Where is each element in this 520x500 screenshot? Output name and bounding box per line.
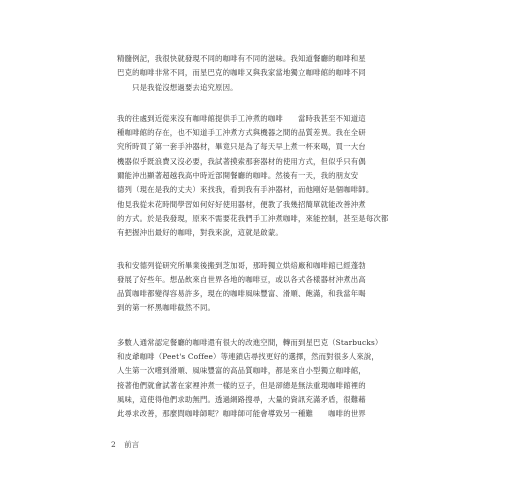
paragraph-2 — [117, 112, 422, 241]
paragraph-4 — [117, 336, 422, 422]
text-line: 和皮爺咖啡（Peet's Coffee）等連鎖店尋找更好的選擇，然而對很多人來說， — [117, 352, 379, 362]
body-text — [117, 52, 422, 440]
paragraph-1 — [117, 52, 422, 95]
section-title: 前言 — [124, 440, 140, 449]
text-line: 此尋求改善，那麼問咖啡師呢？咖啡師可能會導致另一種難 咖啡的世界 — [117, 409, 366, 419]
page-number: 2 — [111, 440, 116, 449]
text-line: 風味，這使得他們求助無門。透過網路搜尋，大量的資訊充滿矛盾，很難藉 — [117, 394, 366, 404]
text-line: 的方式。於是我發現，原來不需要花我們手工沖煮咖啡，來能控制，甚至是每次都 — [117, 213, 389, 223]
text-line: 品質咖啡都變得容易許多，現在的咖啡風味豐富、滑順、飽滿，和我當年喝 — [117, 289, 366, 299]
text-line: 到的第一杯黑咖啡截然不同。 — [117, 303, 216, 313]
text-line: 機器似乎既浪費又沒必要，我試著摸索那套器材的使用方式，但似乎只有偶 — [117, 156, 366, 166]
text-line: 人生第一次嚐到滑順、風味豐富的高品質咖啡，都是來自小型獨立咖啡館， — [117, 366, 366, 376]
text-line: 我的往處到近從來沒有咖啡館提供手工沖煮的咖啡 當時我甚至不知道這 — [117, 113, 366, 123]
text-line: 只是我從沒想過要去追究原因。 — [117, 82, 238, 92]
text-line: 接著他們就會試著在家裡沖煮一樣的豆子，但是卻總是無法重現咖啡館裡的 — [117, 380, 366, 390]
text-line: 有把握沖出最好的咖啡，對我來說，這就是啟蒙。 — [117, 228, 283, 238]
text-line: 德列（現在是我的丈夫）來找我，看到我有手沖器材，而他剛好是個咖啡師。 — [117, 185, 374, 195]
text-line: 發展了好些年。想品飲來自世界各地的咖啡豆，或以各式各樣器材沖煮出高 — [117, 274, 366, 284]
text-line: 多數人通常認定餐廳的咖啡還有很大的改進空間，轉而到星巴克（Starbucks） — [117, 337, 383, 347]
paragraph-3 — [117, 259, 422, 316]
text-line: 巴克的咖啡非常不同，而星巴克的咖啡又與我家當地獨立咖啡館的咖啡不同 — [117, 68, 366, 78]
text-line: 我和安德列從研究所畢業後搬到芝加哥，那時獨立烘焙廠和咖啡館已經蓬勃 — [117, 260, 366, 270]
text-line: 爾能沖出顯著超越我高中時近部開餐廳的咖啡。然後有一天，我的朋友安 — [117, 171, 359, 181]
text-line: 種咖啡館的存在，也不知道手工沖煮方式與機器之間的品質差異。我在全研 — [117, 128, 366, 138]
page-footer — [111, 439, 139, 450]
text-line: 他見我從未花時間學習如何好好使用器材，便教了我幾招簡單就能改善沖煮 — [117, 199, 366, 209]
text-line: 精髓例記，我很快就發現不同的咖啡有不同的滋味。我知道餐廳的咖啡和星 — [117, 54, 366, 63]
text-line: 究所時買了第一套手沖器材，畢竟只是為了每天早上煮一杯來喝，買一大台 — [117, 142, 366, 152]
